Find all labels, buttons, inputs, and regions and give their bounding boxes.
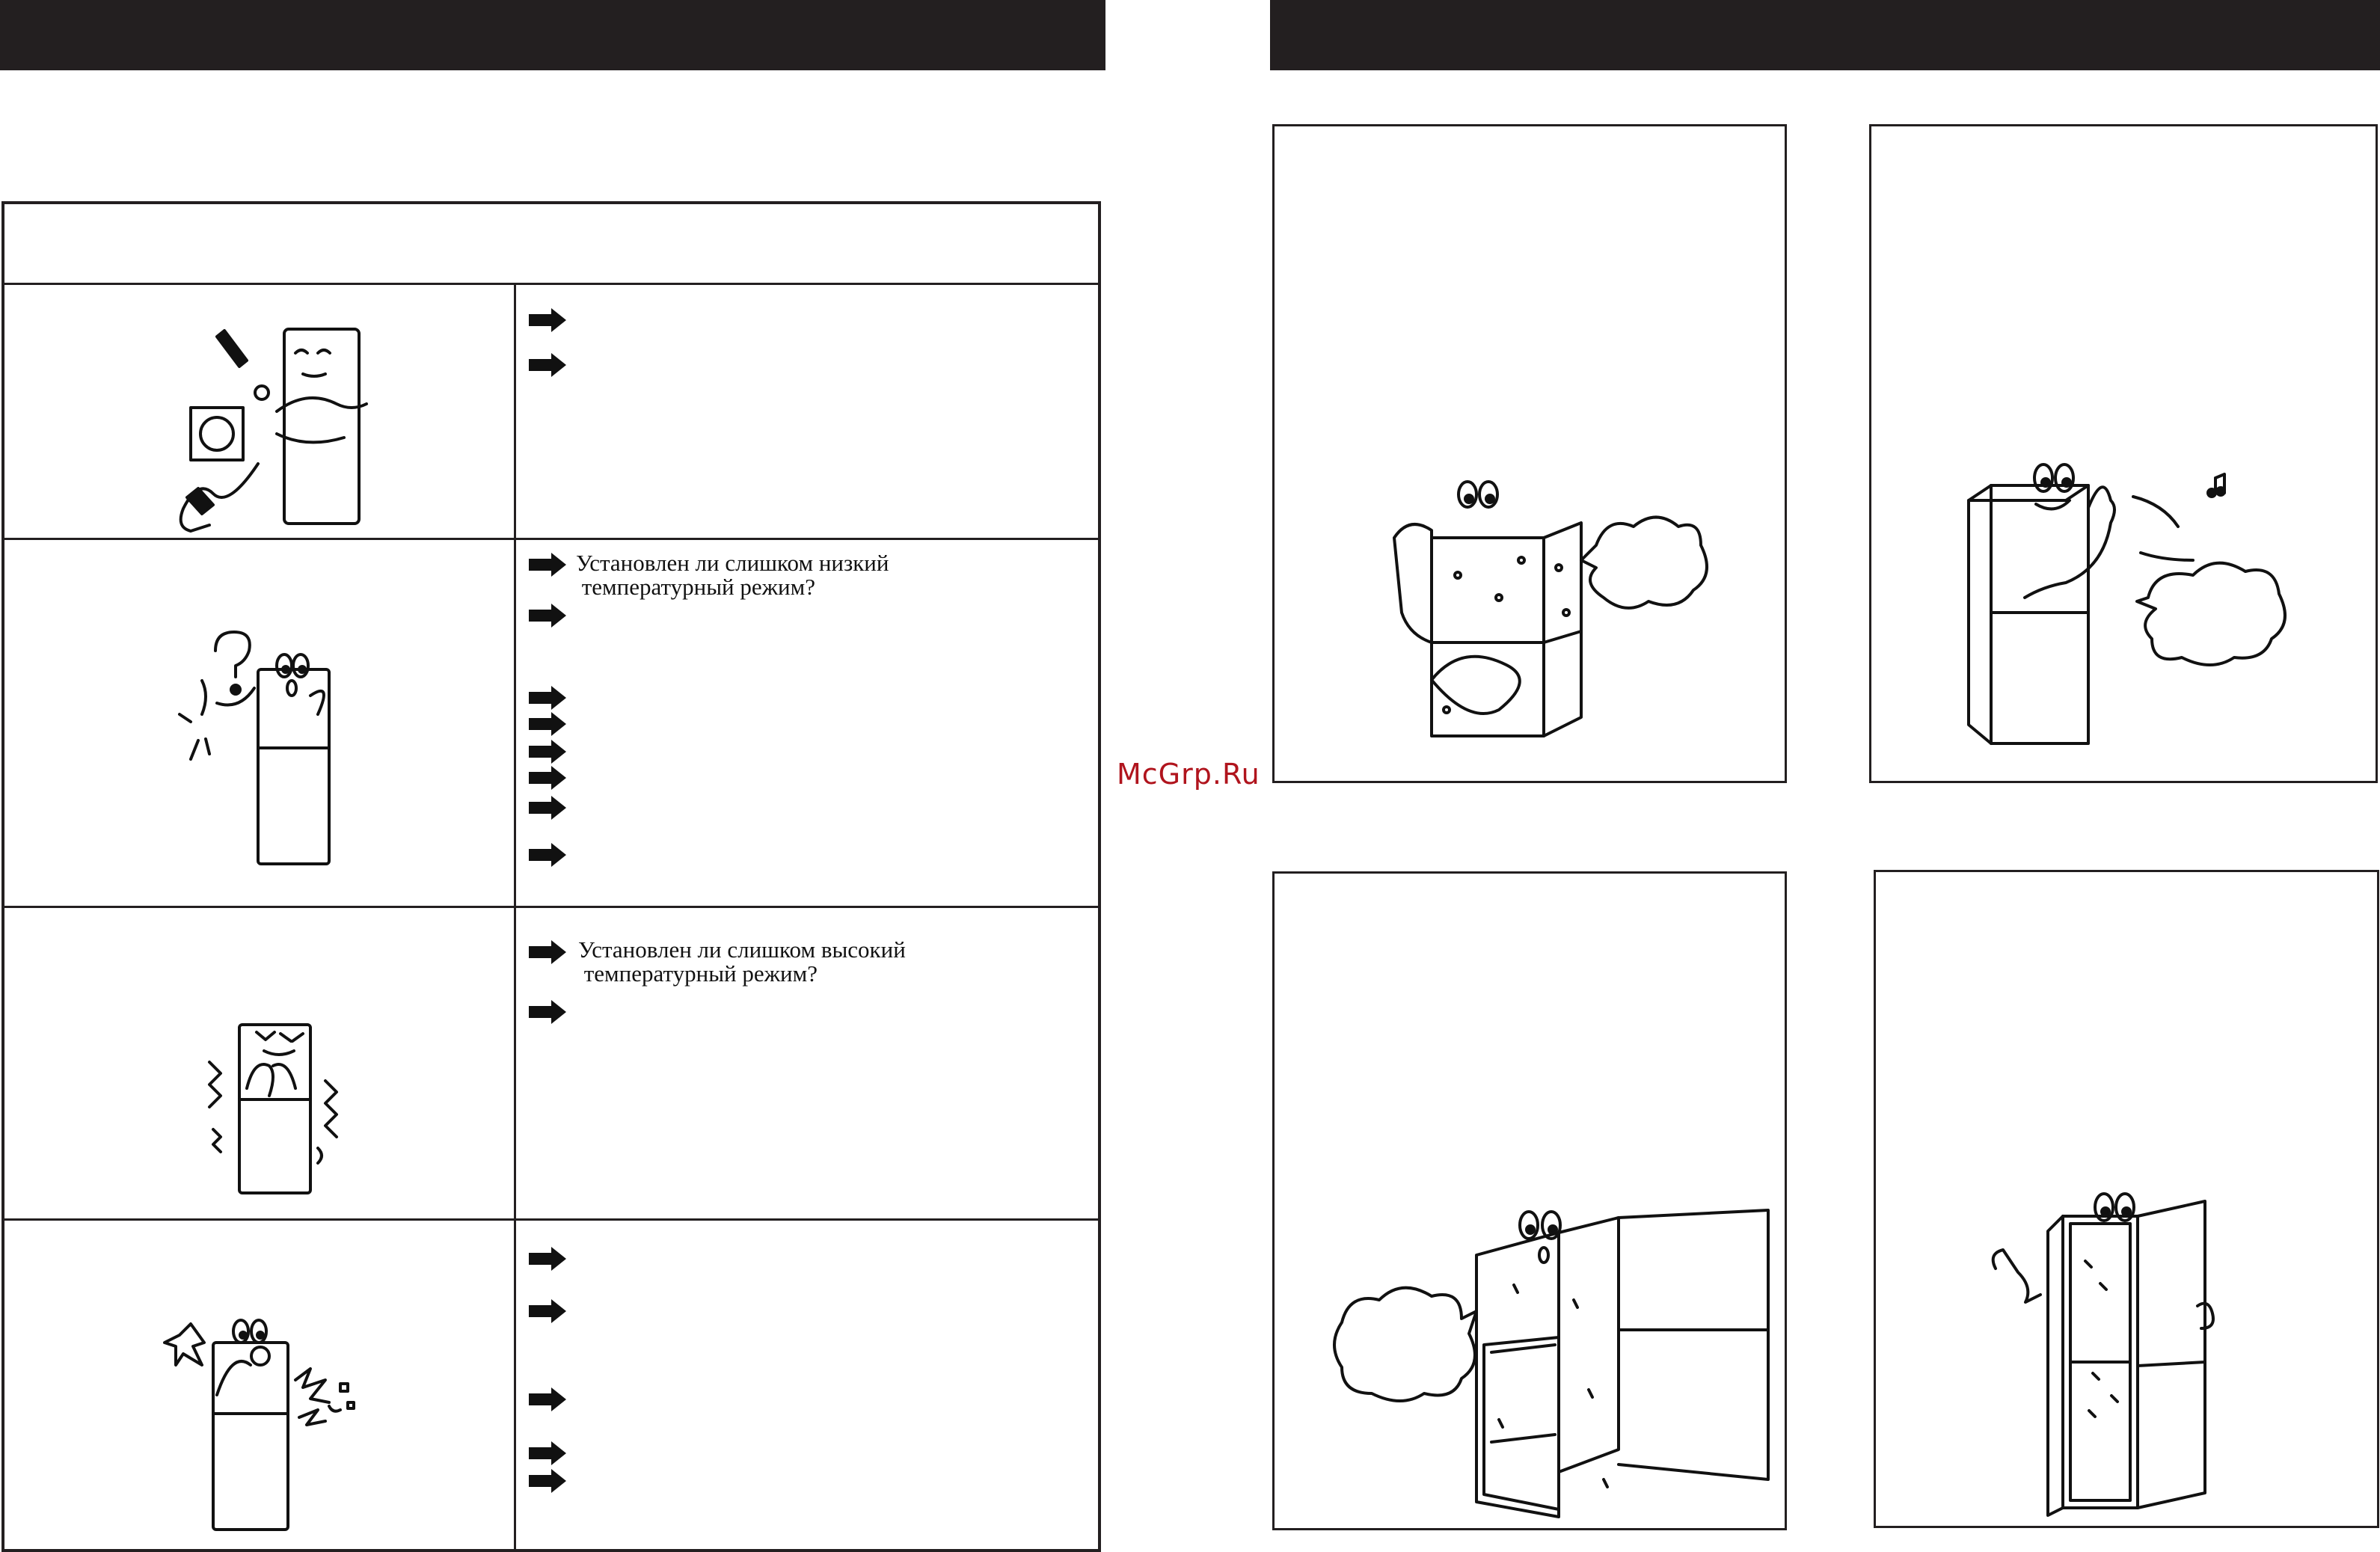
arrow-bullet-icon bbox=[527, 841, 568, 868]
arrow-bullet-icon bbox=[527, 939, 568, 966]
left-header-bar bbox=[0, 0, 1105, 70]
knocking-fridge-icon bbox=[1954, 463, 2343, 747]
sweating-fridge-icon bbox=[1387, 485, 1731, 740]
arrow-bullet-icon bbox=[527, 1467, 568, 1494]
arrow-bullet-icon bbox=[527, 602, 568, 629]
arrow-bullet-icon bbox=[527, 551, 568, 578]
panel-bottom-left bbox=[1272, 871, 1787, 1530]
arrow-bullet-icon bbox=[527, 352, 568, 378]
watermark: McGrp.Ru bbox=[1117, 758, 1260, 791]
arrow-bullet-icon bbox=[527, 1245, 568, 1272]
arrow-bullet-icon bbox=[527, 1386, 568, 1413]
open-fridge-waving-icon bbox=[1981, 1186, 2355, 1530]
noisy-fridge-icon bbox=[172, 1313, 411, 1537]
puzzled-fridge-icon bbox=[172, 636, 411, 860]
arrow-bullet-icon bbox=[527, 711, 568, 737]
arrow-bullet-icon bbox=[527, 684, 568, 711]
panel-bottom-right bbox=[1874, 870, 2379, 1528]
unplugged-fridge-icon bbox=[165, 314, 419, 539]
row-divider bbox=[4, 906, 1098, 908]
arrow-bullet-icon bbox=[527, 999, 568, 1025]
row2-text-1: Установлен ли слишком низкий температурный режим? bbox=[576, 550, 889, 600]
row3-text-1: Установлен ли слишком высокий температурный режим? bbox=[578, 936, 906, 987]
arrow-bullet-icon bbox=[527, 738, 568, 765]
frosted-fridge-open-icon bbox=[1334, 1195, 1783, 1539]
row-divider bbox=[4, 1218, 1098, 1221]
right-header-bar bbox=[1270, 0, 2380, 70]
column-divider bbox=[514, 285, 516, 1549]
panel-top-left bbox=[1272, 124, 1787, 783]
arrow-bullet-icon bbox=[527, 1440, 568, 1467]
arrow-bullet-icon bbox=[527, 1298, 568, 1325]
arrow-bullet-icon bbox=[527, 307, 568, 334]
table-header-divider bbox=[4, 283, 1098, 285]
arrow-bullet-icon bbox=[527, 764, 568, 791]
freezing-fridge-icon bbox=[176, 1017, 415, 1242]
panel-top-right bbox=[1869, 124, 2378, 783]
arrow-bullet-icon bbox=[527, 794, 568, 821]
